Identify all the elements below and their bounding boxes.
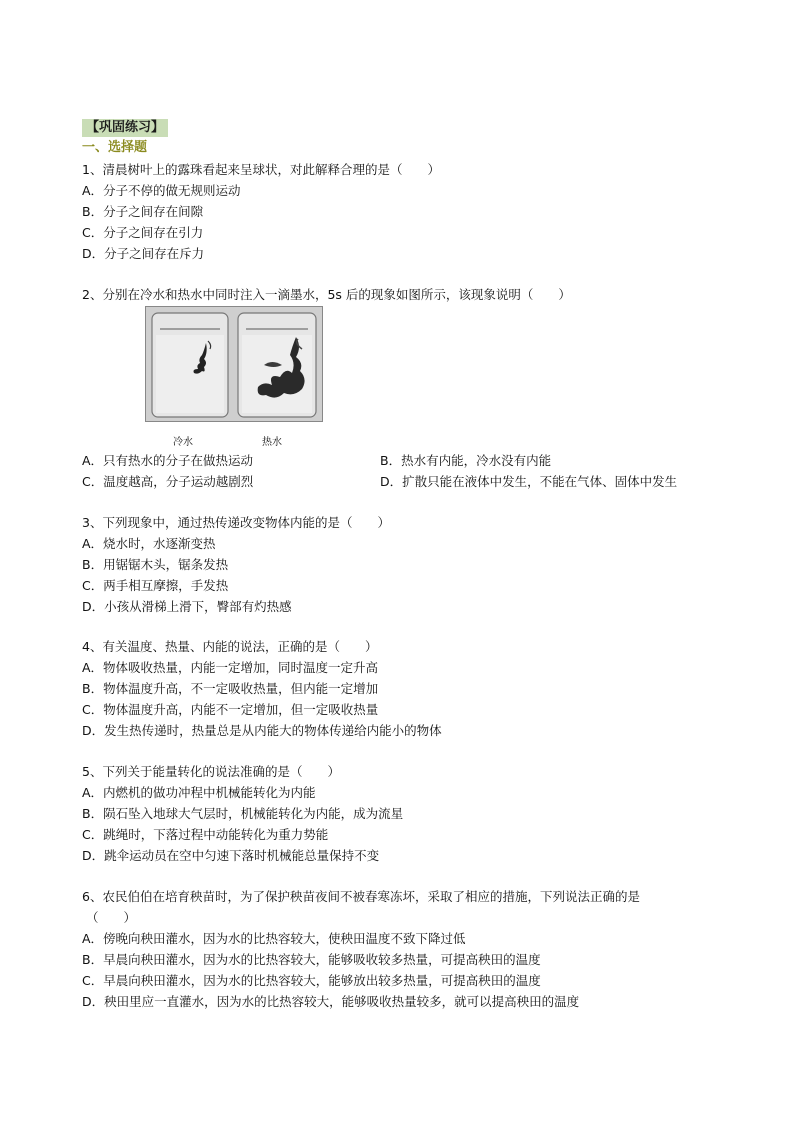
question-stem: 1、清晨树叶上的露珠看起来呈球状，对此解释合理的是（ ） [82,162,440,177]
question-stem: 2、分别在冷水和热水中同时注入一滴墨水，5s 后的现象如图所示，该现象说明（ ） [82,287,571,302]
option-b: B．早晨向秧田灌水，因为水的比热容较大，能够吸收较多热量，可提高秧田的温度 [82,952,541,967]
option-a: A．只有热水的分子在做热运动 [82,453,254,468]
question-5 [82,762,403,865]
option-d: D．秧田里应一直灌水，因为水的比热容较大，能够吸收热量较多，就可以提高秧田的温度 [82,994,580,1009]
option-a: A．物体吸收热量，内能一定增加，同时温度一定升高 [82,660,379,675]
question-stem: 6、农民伯伯在培育秧苗时，为了保护秧苗夜间不被春寒冻坏，采取了相应的措施，下列说法正确的是 [82,889,640,904]
option-d: D．小孩从滑梯上滑下，臀部有灼热感 [82,599,292,614]
question-6 [82,887,640,1011]
question-2 [82,285,571,304]
option-d: D．扩散只能在液体中发生，不能在气体、固体中发生 [380,474,678,489]
option-a: A．烧水时，水逐渐变热 [82,536,216,551]
option-b: B．热水有内能，冷水没有内能 [380,453,552,468]
option-b: B．分子之间存在间隙 [82,204,204,219]
option-b: B．陨石坠入地球大气层时，机械能转化为内能，成为流星 [82,806,404,821]
option-b: B．用锯锯木头，锯条发热 [82,557,229,572]
option-c: C．分子之间存在引力 [82,225,204,240]
section-tag: 【巩固练习】 [82,119,168,137]
option-a: A．内燃机的做功冲程中机械能转化为内能 [82,785,316,800]
option-c: C．早晨向秧田灌水，因为水的比热容较大，能够放出较多热量，可提高秧田的温度 [82,973,541,988]
question-4 [82,637,442,740]
option-d: D．跳伞运动员在空中匀速下落时机械能总量保持不变 [82,848,380,863]
option-c: C．两手相互摩擦，手发热 [82,578,229,593]
option-a: A．傍晚向秧田灌水，因为水的比热容较大，使秧田温度不致下降过低 [82,931,466,946]
option-a: A．分子不停的做无规则运动 [82,183,241,198]
option-b: B．物体温度升高，不一定吸收热量，但内能一定增加 [82,681,379,696]
beaker-photo [145,306,323,422]
question-stem: 3、下列现象中，通过热传递改变物体内能的是（ ） [82,515,390,530]
question-stem-continuation: （ ） [86,910,137,925]
option-d: D．发生热传递时，热量总是从内能大的物体传递给内能小的物体 [82,723,442,738]
figure-label-cold: 冷水 [173,437,193,448]
question-stem: 5、下列关于能量转化的说法准确的是（ ） [82,764,340,779]
option-c: C．物体温度升高，内能不一定增加，但一定吸收热量 [82,702,379,717]
figure-label-hot: 热水 [262,437,282,448]
question-stem: 4、有关温度、热量、内能的说法，正确的是（ ） [82,639,378,654]
option-c: C．跳绳时，下落过程中动能转化为重力势能 [82,827,329,842]
hot-water-beaker [238,313,316,417]
question-1 [82,160,440,263]
cold-water-beaker [152,313,228,417]
option-c: C．温度越高，分子运动越剧烈 [82,474,254,489]
section-heading: 一、选择题 [82,140,148,155]
option-d: D．分子之间存在斥力 [82,246,205,261]
question-3 [82,513,390,616]
